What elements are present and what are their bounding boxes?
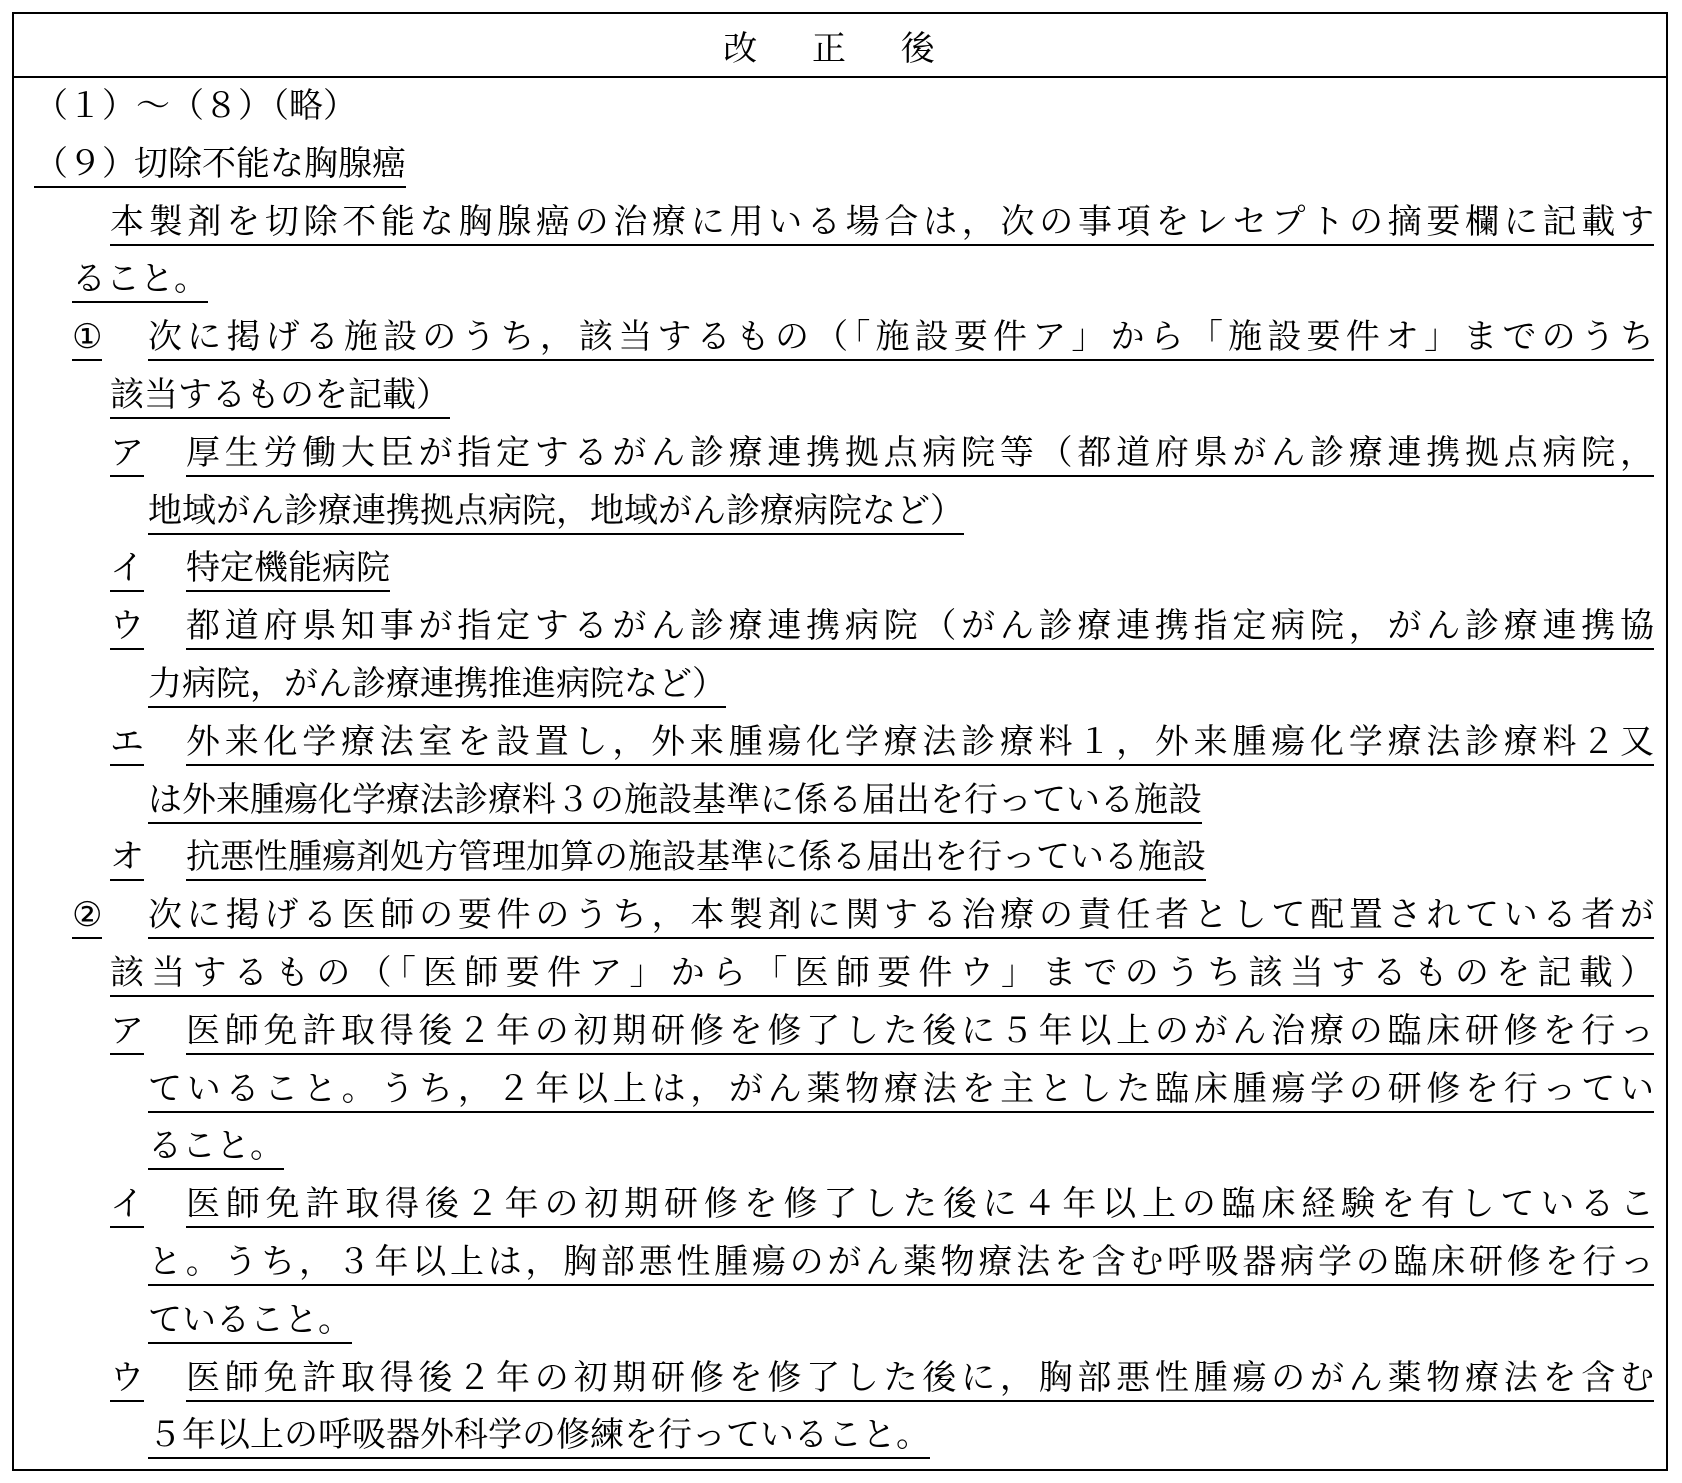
- document-line: [14, 82, 1666, 140]
- item-text: 力病院，がん診療連携推進病院など）: [148, 664, 726, 708]
- item-text: は外来腫瘍化学療法診療料３の施設基準に係る届出を行っている施設: [148, 780, 1202, 824]
- header-title: 改 正 後: [14, 14, 1666, 78]
- item-marker: オ: [110, 837, 144, 881]
- document-line: [14, 1122, 1666, 1180]
- document-line: [14, 1007, 1666, 1065]
- item-text: ていること。うち，２年以上は，がん薬物療法を主とした臨床腫瘍学の研修を行ってい: [148, 1069, 1654, 1113]
- item-marker: ア: [110, 433, 144, 477]
- item-marker: イ: [110, 1184, 144, 1228]
- item-marker: ア: [110, 1011, 144, 1055]
- item-text: 本製剤を切除不能な胸腺癌の治療に用いる場合は，次の事項をレセプトの摘要欄に記載す: [110, 202, 1654, 246]
- document-line: [14, 602, 1666, 660]
- item-text: 次に掲げる医師の要件のうち，本製剤に関する治療の責任者として配置されている者が: [148, 895, 1654, 939]
- item-text: ること。: [148, 1126, 284, 1170]
- item-text: 厚生労働大臣が指定するがん診療連携拠点病院等（都道府県がん診療連携拠点病院，: [186, 433, 1654, 477]
- document-line: [14, 949, 1666, 1007]
- item-text: ５年以上の呼吸器外科学の修練を行っていること。: [148, 1415, 930, 1459]
- item-marker: ウ: [110, 606, 144, 650]
- document-line: [14, 776, 1666, 834]
- document-line: [14, 1296, 1666, 1354]
- item-text: ること。: [72, 259, 208, 303]
- item-text: 特定機能病院: [186, 548, 390, 592]
- document-line: [14, 313, 1666, 371]
- document-line: [14, 1238, 1666, 1296]
- item-text: 医師免許取得後２年の初期研修を修了した後に５年以上のがん治療の臨床研修を行っ: [186, 1011, 1654, 1055]
- item-text: 該当するもの（「医師要件ア」から「医師要件ウ」までのうち該当するものを記載）: [110, 953, 1654, 997]
- item-marker: （９）: [34, 144, 136, 188]
- document-line: [14, 1411, 1666, 1469]
- document-line: [14, 891, 1666, 949]
- item-text: 抗悪性腫瘍剤処方管理加算の施設基準に係る届出を行っている施設: [186, 837, 1206, 881]
- document-line: [14, 833, 1666, 891]
- item-text: ていること。: [148, 1300, 352, 1344]
- document-line: [14, 140, 1666, 198]
- item-marker: ①: [72, 317, 102, 361]
- document-line: [14, 1354, 1666, 1412]
- document-frame: [12, 12, 1668, 1471]
- document-line: [14, 718, 1666, 776]
- document-line: [14, 371, 1666, 429]
- item-text: と。うち，３年以上は，胸部悪性腫瘍のがん薬物療法を含む呼吸器病学の臨床研修を行っ: [148, 1242, 1654, 1286]
- document-line: [14, 1180, 1666, 1238]
- item-text: （１）～（８）（略）: [34, 86, 357, 126]
- item-marker: イ: [110, 548, 144, 592]
- document-line: [14, 1065, 1666, 1123]
- item-text: 切除不能な胸腺癌: [134, 144, 406, 188]
- document-line: [14, 255, 1666, 313]
- item-text: 地域がん診療連携拠点病院，地域がん診療病院など）: [148, 491, 964, 535]
- item-text: 該当するものを記載）: [110, 375, 450, 419]
- item-text: 外来化学療法室を設置し，外来腫瘍化学療法診療料１，外来腫瘍化学療法診療料２又: [186, 722, 1654, 766]
- item-text: 医師免許取得後２年の初期研修を修了した後に，胸部悪性腫瘍のがん薬物療法を含む: [186, 1358, 1654, 1402]
- document-line: [14, 487, 1666, 545]
- item-text: 次に掲げる施設のうち，該当するもの（「施設要件ア」から「施設要件オ」までのうち: [148, 317, 1654, 361]
- item-text: 医師免許取得後２年の初期研修を修了した後に４年以上の臨床経験を有しているこ: [186, 1184, 1654, 1228]
- item-text: 都道府県知事が指定するがん診療連携病院（がん診療連携指定病院，がん診療連携協: [186, 606, 1654, 650]
- item-marker: エ: [110, 722, 144, 766]
- document-line: [14, 660, 1666, 718]
- document-line: [14, 198, 1666, 256]
- document-line: [14, 429, 1666, 487]
- item-marker: ウ: [110, 1358, 144, 1402]
- document-line: [14, 544, 1666, 602]
- item-marker: ②: [72, 895, 102, 939]
